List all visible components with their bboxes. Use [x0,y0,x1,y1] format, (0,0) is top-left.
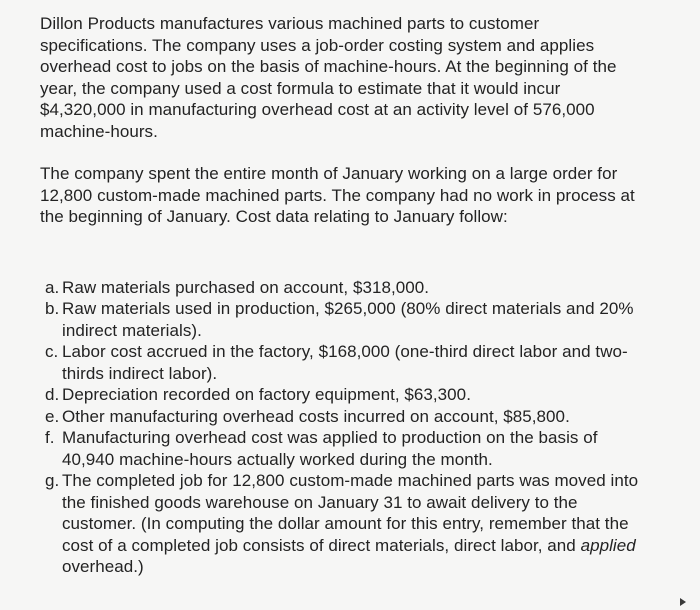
list-item [40,427,640,470]
list-marker: g. [45,471,60,490]
january-paragraph: The company spent the entire month of January working on a large order for 12,800 custom-made machined parts. The company had no work in process at the beginning of January. Cost data relating to January follow: [40,164,635,226]
list-item-text: Labor cost accrued in the factory, $168,000 (one-third direct labor and two-thirds indirect labor). [62,342,628,383]
list-marker: b. [45,299,60,318]
list-marker: c. [45,342,59,361]
list-marker: d. [45,385,60,404]
list-item [40,298,640,341]
list-item-text-after: overhead.) [62,557,144,576]
applied-emphasis: applied [580,535,636,555]
list-item [40,470,640,578]
list-marker: a. [45,277,60,297]
list-item-text: Raw materials purchased on account, $318,000. [62,277,430,297]
list-marker: f. [45,428,55,447]
list-item-text-before: The completed job for 12,800 custom-made machined parts was moved into the finished goods warehouse on January 31 to await delivery to the customer. (In computing the dollar amount for this entry, remember that the cost of a completed job consists of direct materials, direct labor, and [62,471,639,555]
list-item [40,277,640,299]
list-marker: e. [45,406,60,426]
list-item [40,341,640,384]
intro-paragraph: Dillon Products manufactures various machined parts to customer specifications. The company uses a job-order costing system and applies overhead cost to jobs on the basis of machine-hours. At the beginning of the year, the company used a cost formula to estimate that it would incur $4,320,000 in manufacturing overhead cost at an activity level of 576,000 machine-hours. [40,14,617,141]
cost-data-list [40,277,640,578]
scroll-arrow-icon [680,598,686,606]
list-item-text: Other manufacturing overhead costs incurred on account, $85,800. [62,406,570,426]
list-item [40,384,640,406]
list-item [40,406,640,428]
list-item-text: Raw materials used in production, $265,000 (80% direct materials and 20% indirect materials). [62,299,634,340]
list-item-text: Manufacturing overhead cost was applied to production on the basis of 40,940 machine-hours actually worked during the month. [62,428,598,469]
list-item-text: Depreciation recorded on factory equipment, $63,300. [62,385,471,404]
